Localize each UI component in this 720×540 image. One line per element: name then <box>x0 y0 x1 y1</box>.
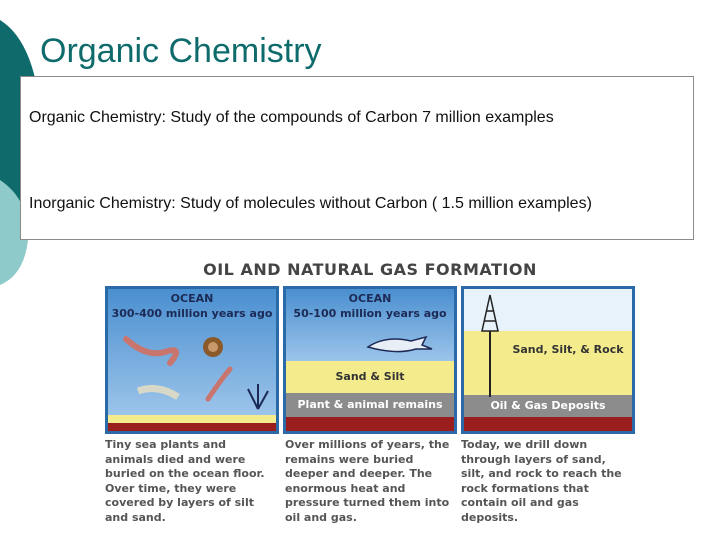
oil-gas-formation-figure <box>105 256 635 524</box>
bottom-layer <box>286 417 454 434</box>
sea-creatures-illustration <box>108 329 276 419</box>
definitions-box <box>20 76 694 240</box>
bottom-layer <box>464 417 632 434</box>
remains-layer <box>108 423 276 431</box>
sand-layer <box>108 415 276 423</box>
caption-panel-3: Today, we drill down through layers of sand, silt, and rock to reach the rock formations that contain oil and gas deposits. <box>461 438 622 524</box>
organic-definition: Organic Chemistry: Study of the compounds of Carbon 7 million examples <box>29 109 554 126</box>
slide-title: Organic Chemistry <box>40 32 322 70</box>
panel-heading: OCEAN <box>170 292 214 305</box>
drilling-rig-icon <box>478 293 502 397</box>
caption-panel-1: Tiny sea plants and animals died and were buried on the ocean floor. Over time, they were covered by layers of silt and sand. <box>105 438 265 524</box>
panel-today <box>461 286 635 434</box>
panel-heading: OCEAN <box>348 292 392 305</box>
figure-title: OIL AND NATURAL GAS FORMATION <box>203 260 537 279</box>
sand-silt-layer: Sand & Silt <box>286 361 454 393</box>
caption-panel-2: Over millions of years, the remains were buried deeper and deeper. The enormous heat and pressure turned them into oil and gas. <box>285 438 450 524</box>
sand-silt-rock-label: Sand, Silt, & Rock <box>512 343 624 356</box>
panel-subheading: 50-100 million years ago <box>293 307 447 320</box>
inorganic-definition: Inorganic Chemistry: Study of molecules without Carbon ( 1.5 million examples) <box>29 195 592 212</box>
panel-ancient-ocean <box>105 286 279 434</box>
plant-animal-remains-layer: Plant & animal remains <box>286 393 454 417</box>
dolphin-icon <box>366 333 436 357</box>
panel-subheading: 300-400 million years ago <box>111 307 273 320</box>
oil-gas-deposits-layer: Oil & Gas Deposits <box>464 395 632 417</box>
panel-middle-era <box>283 286 457 434</box>
